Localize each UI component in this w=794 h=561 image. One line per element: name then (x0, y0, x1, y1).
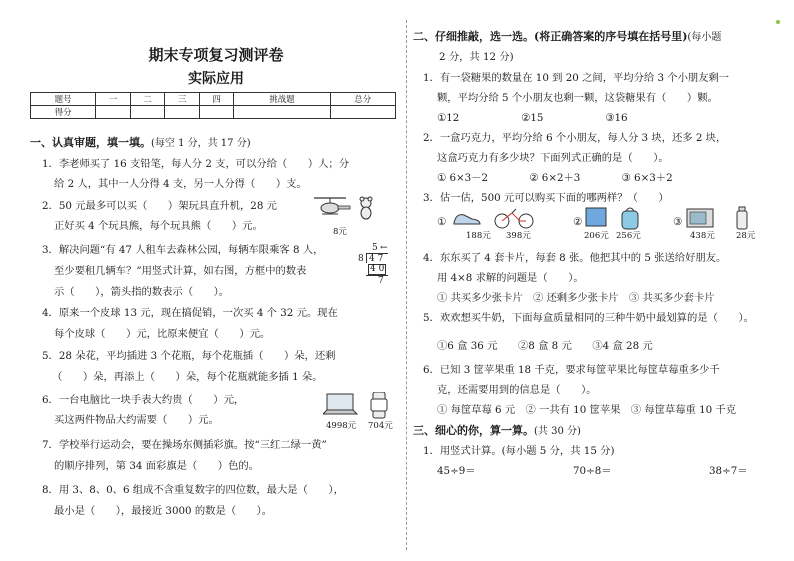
tablet-price: 206元 (584, 231, 609, 241)
bottle-price: 28元 (736, 231, 756, 241)
backpack-price: 256元 (616, 231, 641, 241)
helicopter-icon (314, 198, 350, 214)
r-q2-line2: 这盒巧克力有多少块？下面列式正确的是（ ）。 (437, 152, 669, 164)
score-header-cell: 总分 (330, 93, 395, 106)
q7-line2: 的顺序排列，第 34 面彩旗是（ ）色的。 (54, 460, 259, 472)
q3-line2: 至少要租几辆车？”用竖式计算，如右图，方框中的数表 (54, 265, 307, 277)
division-line (366, 275, 388, 276)
r-q6-options: ① 每筐草莓 6 元 ② 一共有 10 筐苹果 ③ 每筐草莓重 10 千克 (437, 404, 737, 416)
q3-line3: 示（ ），箭头指的数表示（ ）。 (54, 286, 230, 298)
division-quotient: 5 (372, 243, 378, 253)
r-q6-line2: 克，还需要用到的信息是（ ）。 (437, 384, 597, 396)
helicopter-and-bear-figure (312, 194, 374, 228)
bicycle-icon (495, 209, 533, 228)
q3-option-1-marker: ① (437, 216, 447, 228)
q4-line2: 每个皮球（ ）元，比原来便宜（ ）元。 (54, 328, 271, 340)
score-row-label: 得分 (31, 106, 96, 119)
exam-subtitle: 实际应用 (188, 71, 244, 87)
microwave-icon (687, 209, 713, 227)
r-q2-options: ① 6×3－2 ② 6×2＋3 ③ 6×3＋2 (437, 172, 673, 184)
division-divisor: 8 (358, 254, 364, 264)
section3-sub-heading: 1．用竖式计算。(每小题 5 分，共 15 分) (423, 445, 615, 457)
toy-price-label: 8元 (333, 227, 347, 237)
q2-line1: 2．50 元最多可以买（ ）架玩具直升机，28 元 (42, 200, 277, 212)
section3-heading-text: 三、细心的你，算一算。 (413, 424, 534, 437)
bicycle-price: 398元 (506, 231, 531, 241)
score-header-cell: 二 (130, 93, 165, 106)
section1-heading (30, 136, 251, 151)
r-q6-line1: 6．已知 3 筐苹果重 18 千克，要求每筐苹果比每筐草莓重多少千 (423, 364, 720, 376)
sneaker-icon (454, 215, 480, 224)
q8-line1: 8．用 3、8、0、6 组成不含重复数字的四位数，最大是（ ）， (42, 484, 344, 496)
r-q4-line1: 4．东东买了 4 套卡片，每套 8 张。他把其中的 5 张送给好朋友。 (423, 252, 727, 264)
r-q4-line2: 用 4×8 求解的问题是（ ）。 (437, 272, 584, 284)
r-q3-line1: 3．估一估，500 元可以购买下面的哪两样？（ ） (423, 192, 669, 204)
bottle-icon (737, 207, 747, 229)
computer-and-watch-figure (323, 392, 395, 422)
r-q4-options: ① 共买多少张卡片 ② 还剩多少张卡片 ③ 共买多少套卡片 (437, 292, 715, 304)
r-q5-line1: 5．欢欢想买牛奶，下面每盒质量相同的三种牛奶中最划算的是（ ）。 (423, 312, 754, 324)
calc-2: 70÷8＝ (573, 465, 612, 477)
section2-heading-text: 二、仔细推敲，选一选。(将正确答案的序号填在括号里) (413, 30, 688, 43)
division-dividend: 4 7 (369, 254, 384, 264)
backpack-icon (622, 208, 638, 229)
computer-price-label: 4998元 (326, 421, 357, 431)
column-divider (406, 20, 408, 550)
q6-line1: 6．一台电脑比一块手表大约贵（ ）元， (42, 394, 245, 406)
r-q1-line1: 1．有一袋糖果的数量在 10 到 20 之间，平均分给 3 个小朋友剩一 (423, 72, 730, 84)
score-header-cell: 三 (165, 93, 200, 106)
q1-line2: 给 2 人，其中一人分得 4 支，另一人分得（ ）支。 (54, 178, 307, 190)
division-product-box: 4 0 (370, 264, 385, 274)
section1-note: (每空 1 分，共 17 分) (151, 138, 251, 149)
q2-line2: 正好买 4 个玩具熊，每个玩具熊（ ）元。 (54, 220, 263, 232)
q6-line2: 买这两件物品大约需要（ ）元。 (54, 414, 219, 426)
teddy-bear-icon (360, 197, 372, 219)
r-q1-line2: 颗，平均分给 5 个小朋友也剩一颗，这袋糖果有（ ）颗。 (437, 92, 718, 104)
exam-title: 期末专项复习测评卷 (148, 46, 284, 64)
sneaker-price: 188元 (466, 231, 491, 241)
score-header-cell: 一 (96, 93, 131, 106)
q3-option-3-images (685, 205, 755, 231)
section1-heading-text: 一、认真审题，填一填。 (30, 136, 151, 149)
q7-line1: 7．学校举行运动会，要在操场东侧插彩旗。按“三红二绿一黄” (42, 439, 327, 451)
q1-line1: 1．李老师买了 16 支铅笔，每人分 2 支，可以分给（ ）人；分 (42, 158, 350, 170)
section2 (413, 0, 778, 561)
section1 (30, 0, 402, 561)
q8-line2: 最小是（ ），最接近 3000 的数是（ ）。 (54, 505, 273, 517)
microwave-price: 438元 (690, 231, 715, 241)
tablet-icon (586, 208, 606, 226)
q3-option-2-marker: ② (573, 216, 583, 228)
q3-option-2-images (584, 205, 648, 231)
watch-icon (371, 392, 387, 418)
division-remainder: 7 (378, 276, 384, 286)
q5-line2: （ ）朵，再添上（ ）朵，每个花瓶就能多插 1 朵。 (52, 371, 323, 383)
corner-marker (776, 20, 780, 24)
r-q5-options: ①6 盒 36 元 ②8 盒 8 元 ③4 盒 28 元 (437, 340, 653, 352)
section2-note-part1: (每小题 (687, 32, 722, 43)
score-header-cell: 挑战题 (234, 93, 330, 106)
section2-heading (413, 30, 721, 45)
q4-line1: 4．原来一个皮球 13 元，现在搞促销，一次买 4 个 32 元。现在 (42, 307, 338, 319)
q3-option-1-images (450, 207, 540, 231)
score-header-cell: 题号 (31, 93, 96, 106)
calc-3: 38÷7＝ (709, 465, 748, 477)
division-bracket (366, 253, 367, 263)
section3-heading (413, 424, 581, 439)
section3-note: (共 30 分) (534, 426, 581, 437)
long-division-figure (358, 244, 394, 290)
score-header-cell: 四 (199, 93, 234, 106)
section2-note-part2: 2 分，共 12 分) (439, 51, 514, 63)
q3-option-3-marker: ③ (673, 216, 683, 228)
r-q2-line1: 2．一盒巧克力，平均分给 6 个小朋友，每人分 3 块，还多 2 块， (423, 132, 727, 144)
q5-line1: 5．28 朵花，平均插进 3 个花瓶，每个花瓶插（ ）朵，还剩 (42, 350, 336, 362)
calc-1: 45÷9＝ (437, 465, 476, 477)
division-arrow: ← (380, 243, 388, 253)
q3-line1: 3．解决问题“有 47 人租车去森林公园，每辆车限乘客 8 人， (42, 244, 324, 256)
laptop-icon (323, 394, 357, 414)
r-q1-options: ①12 ②15 ③16 (437, 112, 628, 124)
watch-price-label: 704元 (368, 421, 393, 431)
